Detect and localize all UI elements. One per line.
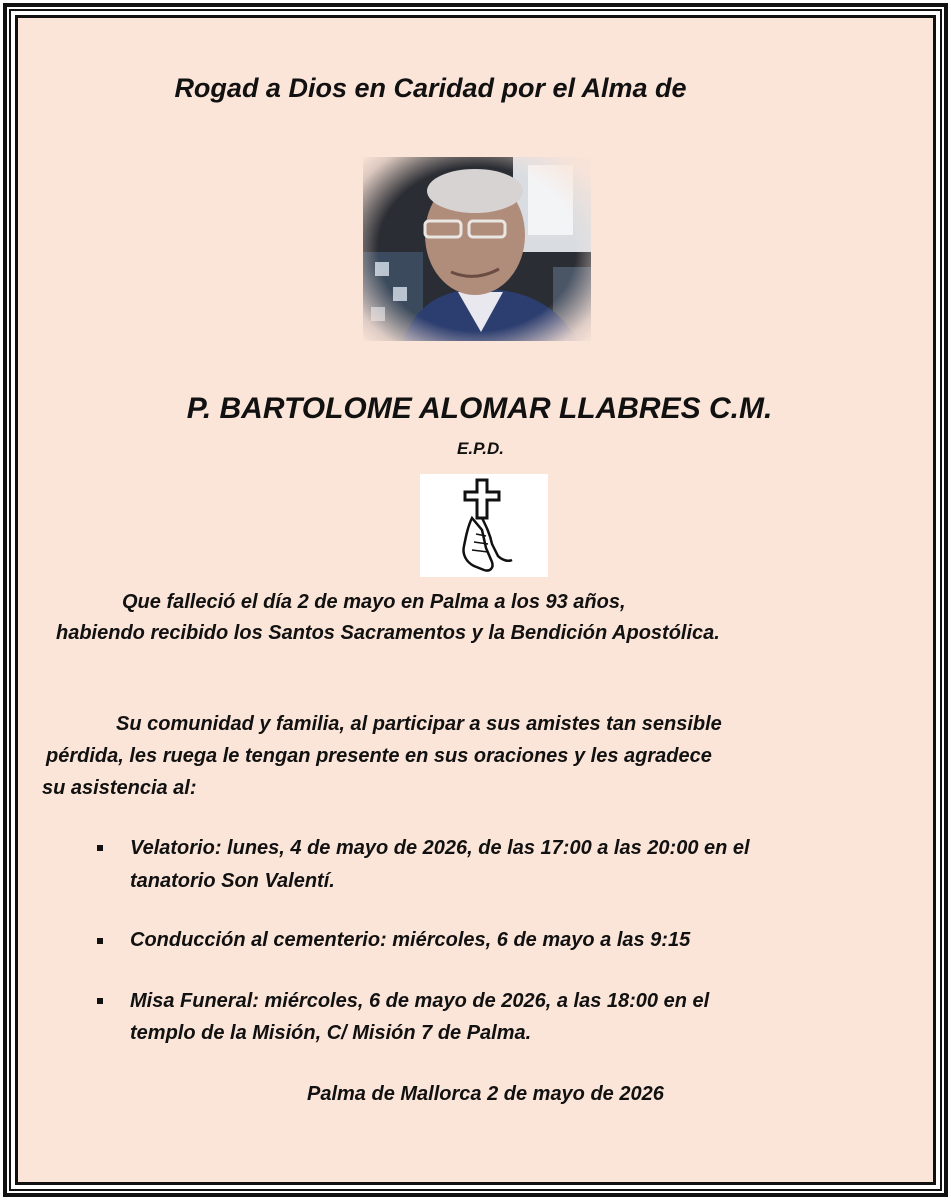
death-line-2: habiendo recibido los Santos Sacramentos y la Bendición Apostólica. [56, 622, 720, 644]
epd-label: E.P.D. [457, 439, 504, 458]
closing-place-date: Palma de Mallorca 2 de mayo de 2026 [307, 1083, 664, 1105]
event-velatorio-line-2: tanatorio Son Valentí. [130, 870, 335, 892]
death-line-1: Que falleció el día 2 de mayo en Palma a los 93 años, [122, 591, 626, 613]
message-line-2: pérdida, les ruega le tengan presente en sus oraciones y les agradece [46, 745, 712, 767]
bullet-marker [97, 845, 103, 851]
message-line-1: Su comunidad y familia, al participar a sus amistes tan sensible [116, 713, 722, 735]
portrait-illustration [363, 157, 591, 341]
event-misa-line-2: templo de la Misión, C/ Misión 7 de Palma. [130, 1022, 532, 1044]
portrait-photo [363, 157, 591, 341]
cross-praying-hands-icon [420, 474, 548, 577]
event-misa-line-1: Misa Funeral: miércoles, 6 de mayo de 2026, a las 18:00 en el [130, 990, 710, 1012]
bullet-marker [97, 938, 103, 944]
cross-praying-hands-graphic [420, 474, 548, 577]
event-velatorio-line-1: Velatorio: lunes, 4 de mayo de 2026, de las 17:00 a las 20:00 en el [130, 837, 750, 859]
deceased-name: P. BARTOLOME ALOMAR LLABRES C.M. [186, 392, 773, 425]
bullet-marker [97, 998, 103, 1004]
notice-heading: Rogad a Dios en Caridad por el Alma de [174, 73, 687, 103]
event-conduccion-line-1: Conducción al cementerio: miércoles, 6 de mayo a las 9:15 [130, 929, 691, 951]
message-line-3: su asistencia al: [42, 777, 197, 799]
